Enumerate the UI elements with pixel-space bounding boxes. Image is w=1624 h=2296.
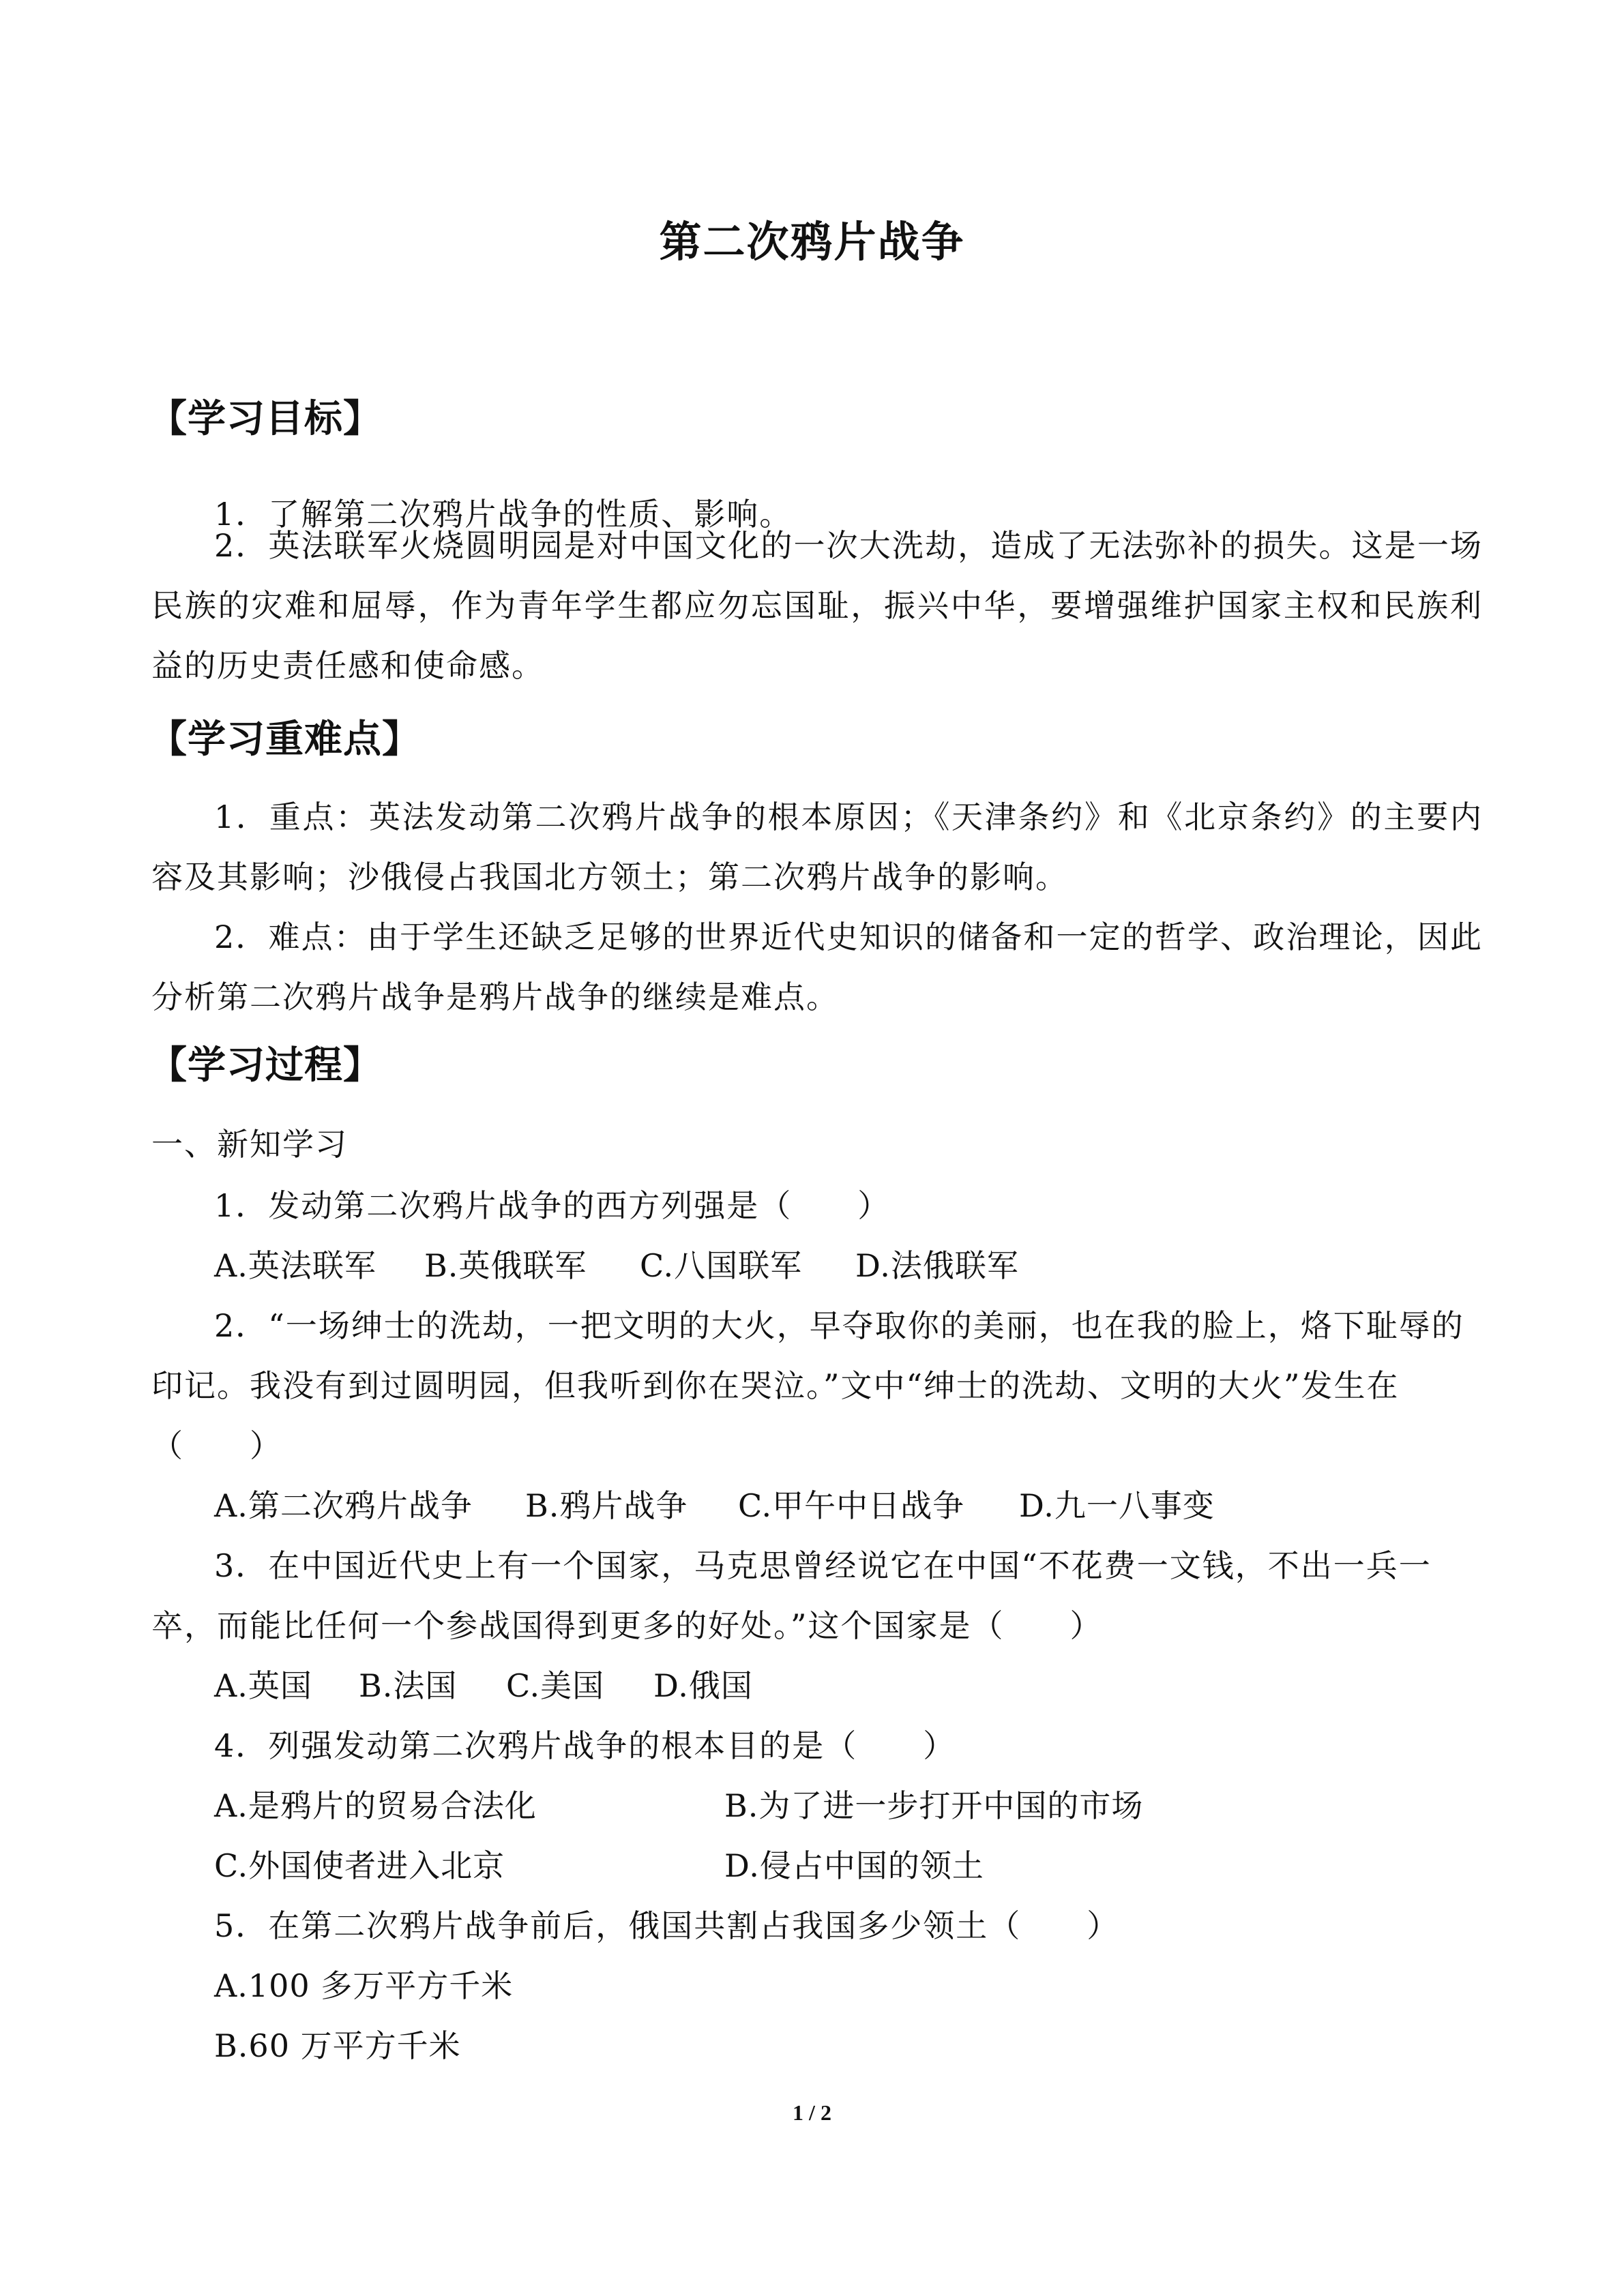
subheading-new-knowledge: 一、新知学习 bbox=[151, 1126, 348, 1163]
question-2-option-d: D.九一八事变 bbox=[1019, 1487, 1215, 1524]
key-point-item-1: 1．重点：英法发动第二次鸦片战争的根本原因；《天津条约》和《北京条约》的主要内容及其影响；沙俄侵占我国北方领土；第二次鸦片战争的影响。 bbox=[151, 799, 1483, 895]
key-point-item-2: 2．难点：由于学生还缺乏足够的世界近代史知识的储备和一定的哲学、政治理论，因此分析第二次鸦片战争是鸦片战争的继续是难点。 bbox=[151, 919, 1483, 1015]
question-4-option-d: D.侵占中国的领土 bbox=[724, 1847, 984, 1884]
question-3-option-b: B.法国 bbox=[359, 1667, 458, 1704]
question-2-option-c: C.甲午中日战争 bbox=[738, 1487, 965, 1524]
question-2-option-b: B.鸦片战争 bbox=[525, 1487, 688, 1524]
question-2-stem-line-3: （ ） bbox=[151, 1427, 282, 1464]
question-1-option-b: B.英俄联军 bbox=[424, 1247, 587, 1284]
question-5-stem: 5．在第二次鸦片战争前后，俄国共割占我国多少领土（ ） bbox=[214, 1907, 1120, 1944]
question-5-option-a: A.100 多万平方千米 bbox=[214, 1967, 514, 2004]
goal-item-1: 1．了解第二次鸦片战争的性质、影响。 bbox=[214, 496, 793, 533]
question-1-option-d: D.法俄联军 bbox=[855, 1247, 1019, 1284]
section-heading-process: 【学习过程】 bbox=[149, 1043, 382, 1088]
question-2-stem-line-2: 印记。我没有到过圆明园，但我听到你在哭泣。”文中“绅士的洗劫、文明的大火”发生在 bbox=[151, 1367, 1400, 1404]
question-3-stem-line-1: 3．在中国近代史上有一个国家，马克思曾经说它在中国“不花费一文钱，不出一兵一 bbox=[214, 1547, 1432, 1584]
page-title: 第二次鸦片战争 bbox=[659, 217, 965, 267]
section-heading-key-points: 【学习重难点】 bbox=[149, 717, 421, 762]
question-1-option-c: C.八国联军 bbox=[640, 1247, 803, 1284]
question-5-option-b: B.60 万平方千米 bbox=[214, 2027, 461, 2064]
question-4-option-b: B.为了进一步打开中国的市场 bbox=[724, 1787, 1144, 1824]
question-4-option-a: A.是鸦片的贸易合法化 bbox=[214, 1787, 537, 1824]
goal-item-2: 2．英法联军火烧圆明园是对中国文化的一次大洗劫，造成了无法弥补的损失。这是一场民族的灾难和屈辱，作为青年学生都应勿忘国耻，振兴中华，要增强维护国家主权和民族利益的历史责任感和使命感。 bbox=[151, 527, 1483, 684]
question-1-option-a: A.英法联军 bbox=[214, 1247, 377, 1284]
question-3-stem-line-2: 卒，而能比任何一个参战国得到更多的好处。”这个国家是（ ） bbox=[151, 1607, 1103, 1644]
page-number: 1 / 2 bbox=[793, 2100, 831, 2125]
question-3-option-a: A.英国 bbox=[214, 1667, 312, 1704]
question-3-option-c: C.美国 bbox=[506, 1667, 605, 1704]
question-3-option-d: D.俄国 bbox=[653, 1667, 753, 1704]
question-4-option-c: C.外国使者进入北京 bbox=[214, 1847, 505, 1884]
question-4-stem: 4．列强发动第二次鸦片战争的根本目的是（ ） bbox=[214, 1727, 956, 1764]
section-heading-goals: 【学习目标】 bbox=[149, 397, 382, 441]
question-2-stem-line-1: 2．“一场绅士的洗劫，一把文明的大火，早夺取你的美丽，也在我的脸上，烙下耻辱的 bbox=[214, 1307, 1464, 1344]
question-2-option-a: A.第二次鸦片战争 bbox=[214, 1487, 473, 1524]
question-1-stem: 1．发动第二次鸦片战争的西方列强是（ ） bbox=[214, 1187, 891, 1224]
